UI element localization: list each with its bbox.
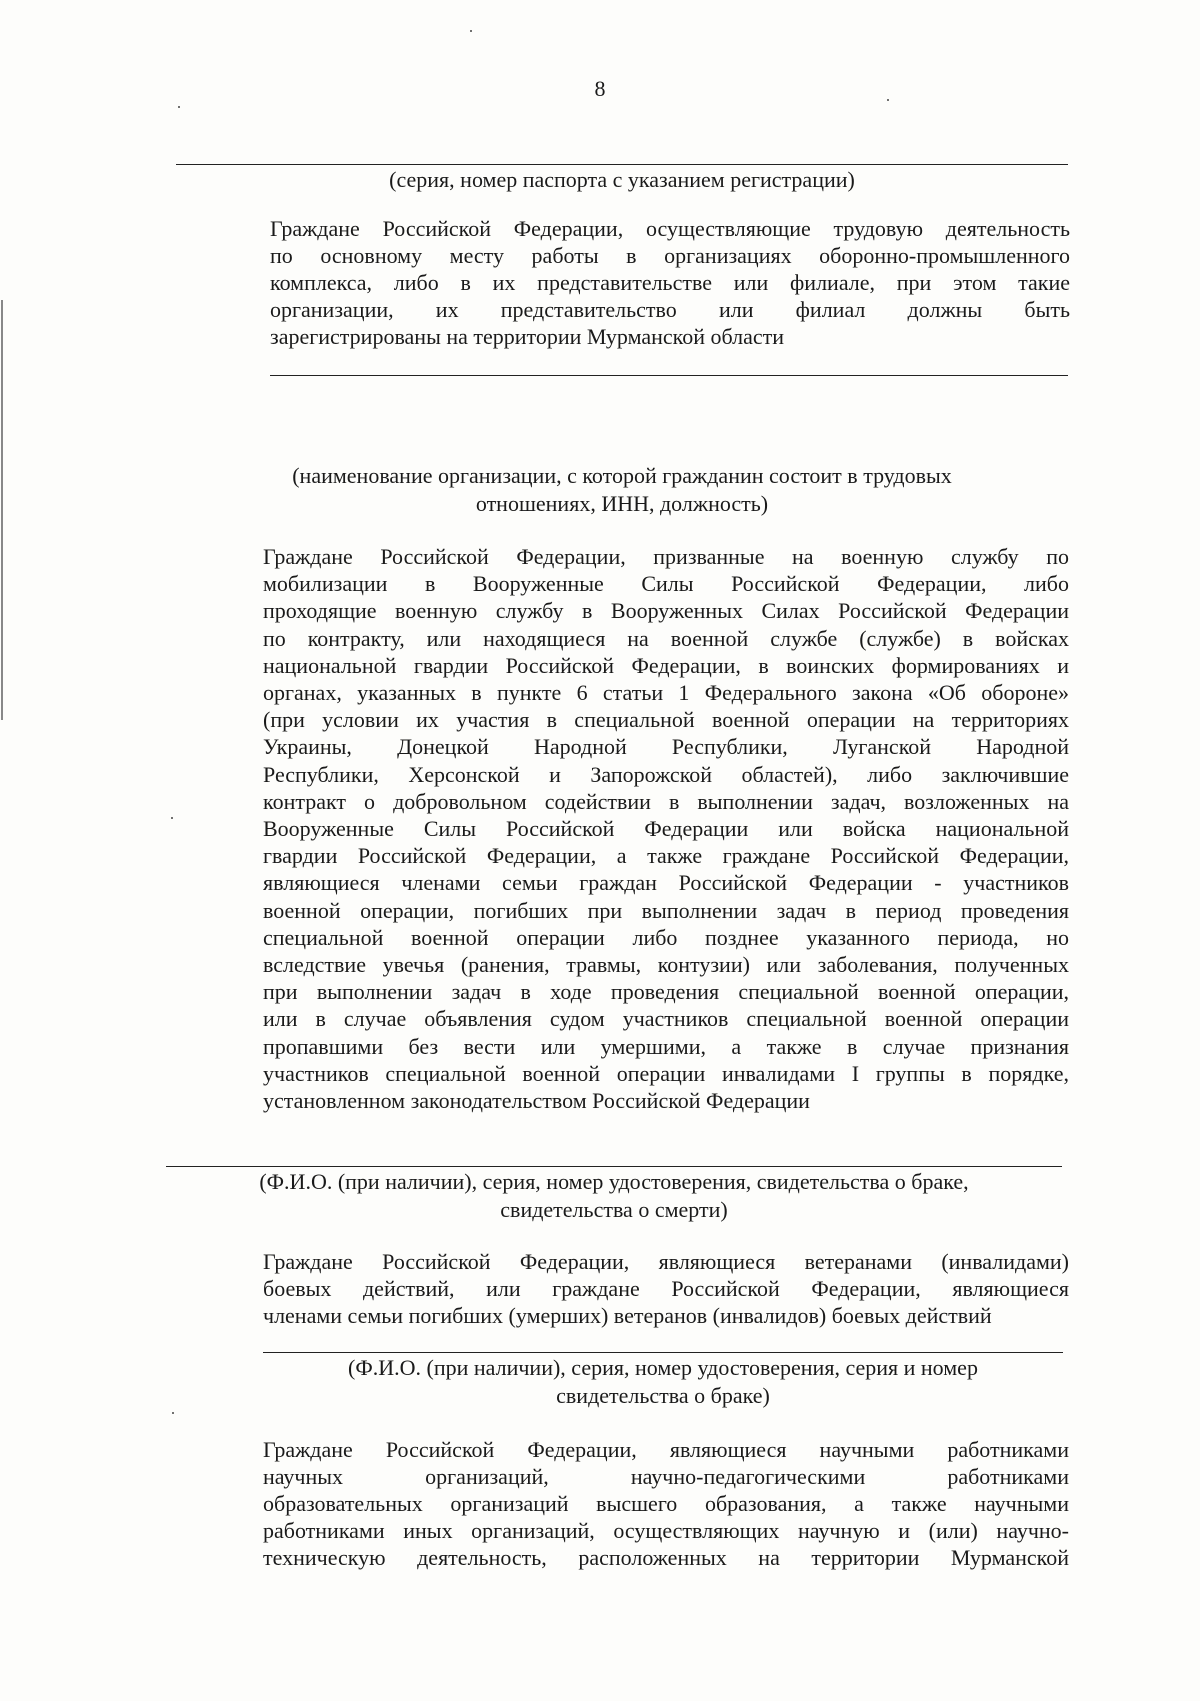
paragraph-line: организации, их представительство или филиал должны быть xyxy=(270,297,1070,322)
paragraph-line: боевых действий, или граждане Российской Федерации, являющиеся xyxy=(263,1276,1069,1301)
paragraph-line: зарегистрированы на территории Мурманской области xyxy=(270,324,785,349)
caption-line: (Ф.И.О. (при наличии), серия, номер удостоверения, серия и номер xyxy=(348,1355,978,1380)
paragraph-line: контракт о добровольном содействии в выполнении задач, возложенных на xyxy=(263,788,1069,814)
paragraph-line: вследствие увечья (ранения, травмы, контузии) или заболевания, полученных xyxy=(263,952,1069,978)
paragraph-line: участников специальной военной операции инвалидами I группы в порядке, xyxy=(263,1060,1069,1086)
fill-in-line xyxy=(270,375,1068,376)
paragraph-line: национальной гвардии Российской Федерации, в воинских формированиях и xyxy=(263,652,1069,678)
fill-in-line xyxy=(166,1166,1062,1167)
paragraph-line: военной операции, погибших при выполнении задач в период проведения xyxy=(263,897,1069,923)
paragraph-line: Вооруженные Силы Российской Федерации или войска национальной xyxy=(263,816,1069,842)
paragraph-line: проходящие военную службу в Вооруженных Силах Российской Федерации xyxy=(263,598,1069,624)
paragraph-line: органах, указанных в пункте 6 статьи 1 Федерального закона «Об обороне» xyxy=(263,680,1069,706)
paragraph-line: являющиеся членами семьи граждан Российской Федерации - участников xyxy=(263,870,1069,896)
paragraph-line: Украины, Донецкой Народной Республики, Луганской Народной xyxy=(263,734,1069,760)
category-paragraph xyxy=(263,1248,1069,1329)
paragraph-line: Граждане Российской Федерации, призванные на военную службу по xyxy=(263,544,1069,569)
caption-line: (Ф.И.О. (при наличии), серия, номер удостоверения, свидетельства о браке, xyxy=(259,1169,969,1194)
paragraph-line: Граждане Российской Федерации, осуществляющие трудовую деятельность xyxy=(270,216,1070,241)
scan-speck xyxy=(178,106,180,108)
paragraph-line: (при условии их участия в специальной военной операции на территориях xyxy=(263,707,1069,733)
paragraph-line: образовательных организаций высшего образования, а также научными xyxy=(263,1491,1069,1516)
field-caption: (серия, номер паспорта с указанием регистрации) xyxy=(389,167,855,192)
caption-line: отношениях, ИНН, должность) xyxy=(475,491,769,516)
paragraph-line: членами семьи погибших (умерших) ветеранов (инвалидов) боевых действий xyxy=(263,1303,992,1328)
category-paragraph xyxy=(263,543,1069,1114)
caption-line: (наименование организации, с которой гражданин состоит в трудовых xyxy=(292,463,952,488)
paragraph-line: пропавшими без вести или умершими, а также в случае признания xyxy=(263,1033,1069,1059)
paragraph-line: Граждане Российской Федерации, являющиеся ветеранами (инвалидами) xyxy=(263,1249,1069,1274)
category-paragraph xyxy=(263,1436,1069,1571)
paragraph-line: научных организаций, научно-педагогическими работниками xyxy=(263,1464,1069,1489)
caption-line: свидетельства о смерти) xyxy=(500,1197,728,1222)
page-number: 8 xyxy=(594,76,606,101)
paragraph-line: техническую деятельность, расположенных на территории Мурманской xyxy=(263,1545,1069,1570)
paragraph-line: комплекса, либо в их представительстве или филиале, при этом такие xyxy=(270,270,1070,295)
scan-speck xyxy=(470,30,472,32)
paragraph-line: мобилизации в Вооруженные Силы Российской Федерации, либо xyxy=(263,571,1069,597)
field-caption xyxy=(263,1354,1063,1410)
paragraph-line: по основному месту работы в организациях оборонно-промышленного xyxy=(270,243,1070,268)
field-caption xyxy=(166,1168,1062,1224)
fill-in-line xyxy=(176,164,1068,165)
paragraph-line: работниками иных организаций, осуществляющих научную и (или) научно- xyxy=(263,1518,1069,1543)
scan-speck xyxy=(171,817,173,819)
caption-line: свидетельства о браке) xyxy=(556,1383,770,1408)
paragraph-line: гвардии Российской Федерации, а также граждане Российской Федерации, xyxy=(263,843,1069,869)
paragraph-line: или в случае объявления судом участников специальной военной операции xyxy=(263,1006,1069,1032)
category-paragraph xyxy=(270,215,1070,350)
field-caption xyxy=(176,462,1068,518)
paragraph-line: Граждане Российской Федерации, являющиеся научными работниками xyxy=(263,1437,1069,1462)
paragraph-line: при выполнении задач в ходе проведения специальной военной операции, xyxy=(263,979,1069,1005)
scan-speck xyxy=(172,1412,174,1414)
scan-edge-shadow xyxy=(1,300,3,720)
paragraph-line: по контракту, или находящиеся на военной службе (службе) в войсках xyxy=(263,625,1069,651)
paragraph-line: установленном законодательством Российской Федерации xyxy=(263,1088,810,1114)
fill-in-line xyxy=(263,1352,1063,1353)
paragraph-line: Республики, Херсонской и Запорожской областей), либо заключившие xyxy=(263,761,1069,787)
paragraph-line: специальной военной операции либо позднее указанного периода, но xyxy=(263,924,1069,950)
